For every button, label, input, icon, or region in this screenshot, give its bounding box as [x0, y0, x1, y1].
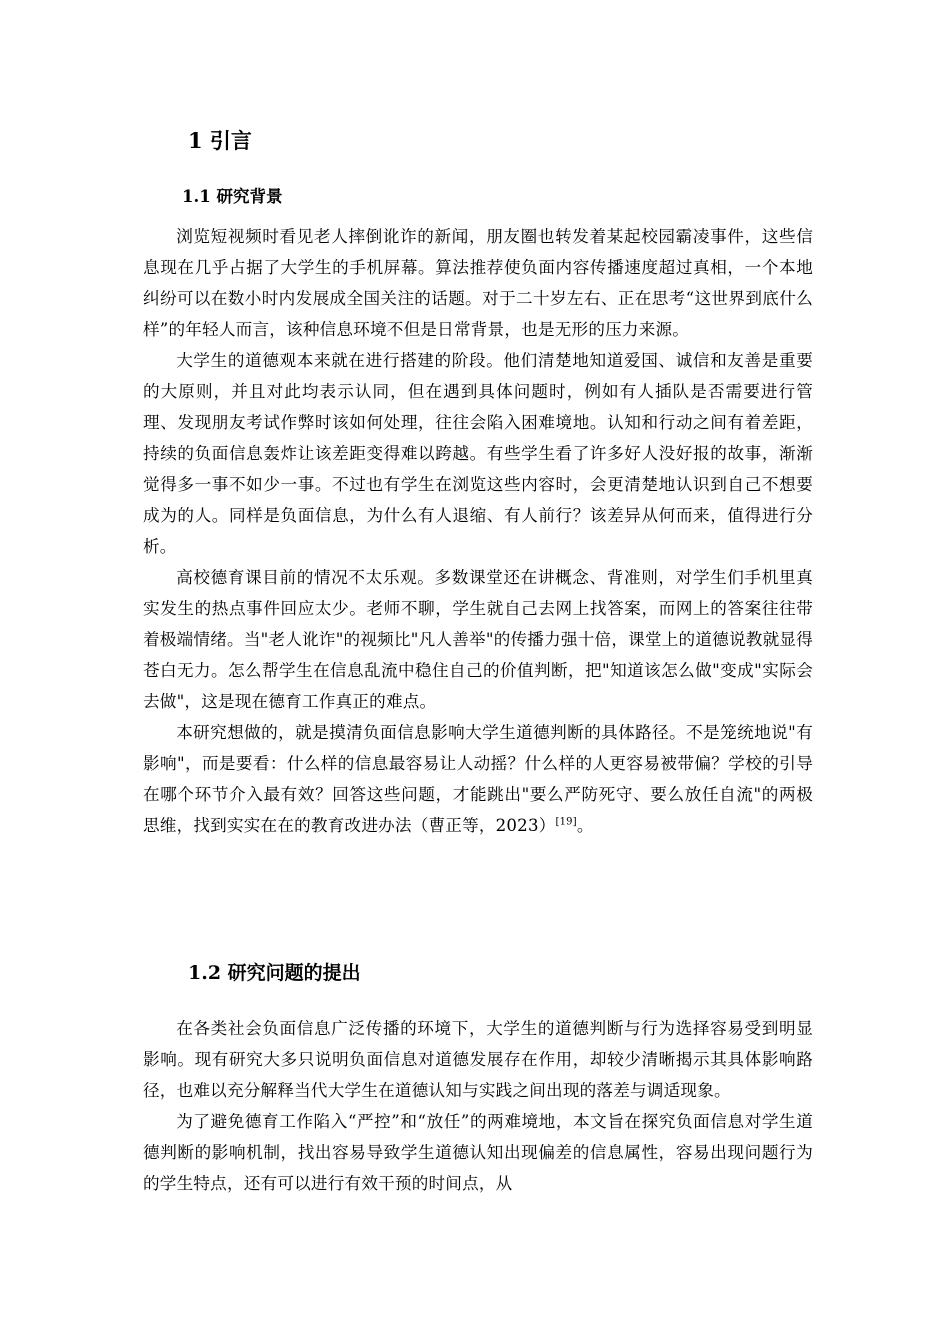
paragraph: 在各类社会负面信息广泛传播的环境下，大学生的道德判断与行为选择容易受到明显影响。现有研究大多只说明负面信息对道德发展存在作用，却较少清晰揭示其具体影响路径，也难以充分解释当代大学生在道德认知与实践之间出现的落差与调适现象。	[143, 1019, 813, 1100]
section-heading-1-1: 1.1 研究背景	[182, 187, 283, 206]
section-1-2-body	[143, 1013, 813, 1199]
paragraph-end: 。	[576, 816, 594, 835]
paragraph: 为了避免德育工作陷入“严控”和“放任”的两难境地，本文旨在探究负面信息对学生道德判断的影响机制，找出容易导致学生道德认知出现偏差的信息属性，容易出现问题行为的学生特点，还有可以进行有效干预的时间点，从	[143, 1112, 813, 1193]
paragraph: 大学生的道德观本来就在进行搭建的阶段。他们清楚地知道爱国、诚信和友善是重要的大原则，并且对此均表示认同，但在遇到具体问题时，例如有人插队是否需要进行管理、发现朋友考试作弊时该如何处理，往往会陷入困难境地。认知和行动之间有着差距，持续的负面信息轰炸让该差距变得难以跨越。有些学生看了许多好人没好报的故事，渐渐觉得多一事不如少一事。不过也有学生在浏览这些内容时，会更清楚地认识到自己不想要成为的人。同样是负面信息，为什么有人退缩、有人前行？该差异从何而来，值得进行分析。	[143, 351, 813, 556]
citation-marker: [19]	[555, 816, 577, 828]
chapter-heading: 1 引言	[188, 128, 252, 153]
section-heading-1-2: 1.2 研究问题的提出	[188, 962, 361, 984]
paragraph: 高校德育课目前的情况不太乐观。多数课堂还在讲概念、背准则，对学生们手机里真实发生的热点事件回应太少。老师不聊，学生就自己去网上找答案，而网上的答案往往带着极端情绪。当"老人讹诈"的视频比"凡人善举"的传播力强十倍，课堂上的道德说教就显得苍白无力。怎么帮学生在信息乱流中稳住自己的价值判断，把"知道该怎么做"变成"实际会去做"，这是现在德育工作真正的难点。	[143, 568, 813, 711]
paragraph: 浏览短视频时看见老人摔倒讹诈的新闻，朋友圈也转发着某起校园霸凌事件，这些信息现在几乎占据了大学生的手机屏幕。算法推荐使负面内容传播速度超过真相，一个本地纠纷可以在数小时内发展成全国关注的话题。对于二十岁左右、正在思考“这世界到底什么样”的年轻人而言，该种信息环境不但是日常背景，也是无形的压力来源。	[143, 227, 813, 339]
paragraph-text: 本研究想做的，就是摸清负面信息影响大学生道德判断的具体路径。不是笼统地说"有影响"，而是要看：什么样的信息最容易让人动摇？什么样的人更容易被带偏？学校的引导在哪个环节介入最有效？回答这些问题，才能跳出"要么严防死守、要么放任自流"的两极思维，找到实实在在的教育改进办法（曹正等，2023）	[143, 723, 813, 835]
paragraph-with-citation	[143, 717, 813, 841]
section-1-1-body	[143, 221, 813, 841]
